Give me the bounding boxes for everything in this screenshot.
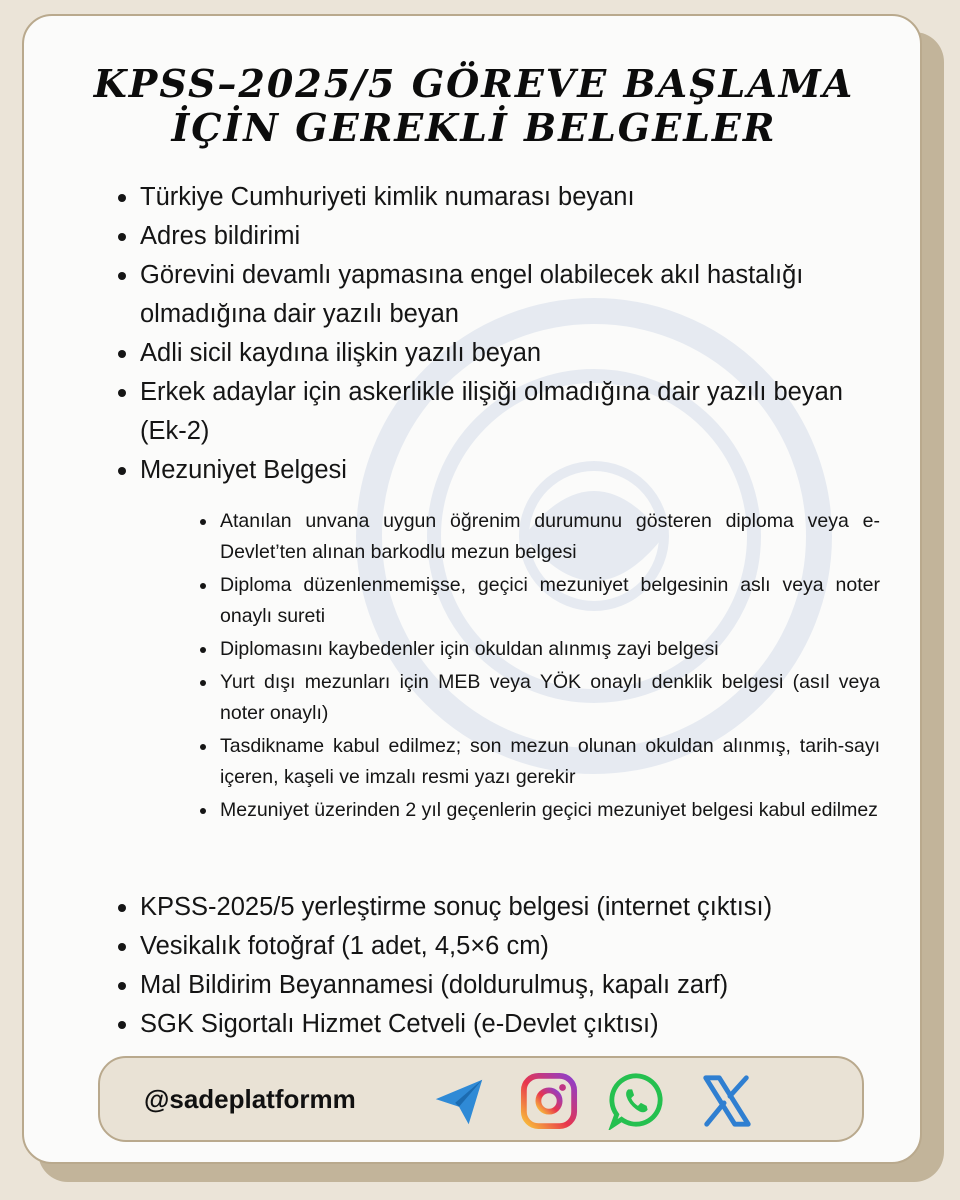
graduation-document-sublist [220,506,880,828]
list-item: Türkiye Cumhuriyeti kimlik numarası beyanı [140,178,870,217]
list-item: Mal Bildirim Beyannamesi (doldurulmuş, kapalı zarf) [140,966,870,1005]
list-item: Erkek adaylar için askerlikle ilişiği olmadığına dair yazılı beyan (Ek-2) [140,373,870,451]
additional-documents-list [140,888,870,1044]
list-item: Adres bildirimi [140,217,870,256]
title-line-2: İÇİN GEREKLİ BELGELER [171,105,777,150]
sub-list-item: Mezuniyet üzerinden 2 yıl geçenlerin geçici mezuniyet belgesi kabul edilmez [220,795,880,826]
instagram-icon[interactable] [520,1072,578,1130]
title-line-1: KPSS–2025/5 GÖREVE BAŞLAMA [93,61,855,106]
whatsapp-icon[interactable] [608,1072,666,1130]
list-item: SGK Sigortalı Hizmet Cetveli (e-Devlet çıktısı) [140,1005,870,1044]
list-item: Görevini devamlı yapmasına engel olabilecek akıl hastalığı olmadığına dair yazılı beyan [140,256,870,334]
required-documents-list [140,178,870,490]
sub-list-item: Diplomasını kaybedenler için okuldan alınmış zayi belgesi [220,634,880,665]
document-card [22,14,922,1164]
sub-list-item: Diploma düzenlenmemişse, geçici mezuniyet belgesinin aslı veya noter onaylı sureti [220,570,880,632]
sub-list-item: Atanılan unvana uygun öğrenim durumunu gösteren diploma veya e-Devlet’ten alınan barkodlu mezun belgesi [220,506,880,568]
list-item: Mezuniyet Belgesi [140,451,870,490]
telegram-icon[interactable] [430,1072,488,1130]
list-item: Adli sicil kaydına ilişkin yazılı beyan [140,334,870,373]
social-bar [98,1056,864,1142]
social-handle[interactable]: @sadeplatformm [144,1084,356,1114]
page-title [24,62,922,150]
x-icon[interactable] [698,1072,756,1130]
list-item: Vesikalık fotoğraf (1 adet, 4,5×6 cm) [140,927,870,966]
list-item: KPSS-2025/5 yerleştirme sonuç belgesi (internet çıktısı) [140,888,870,927]
sub-list-item: Tasdikname kabul edilmez; son mezun olunan okuldan alınmış, tarih-sayı içeren, kaşeli ve imzalı resmi yazı gerekir [220,731,880,793]
sub-list-item: Yurt dışı mezunları için MEB veya YÖK onaylı denklik belgesi (asıl veya noter onaylı) [220,667,880,729]
